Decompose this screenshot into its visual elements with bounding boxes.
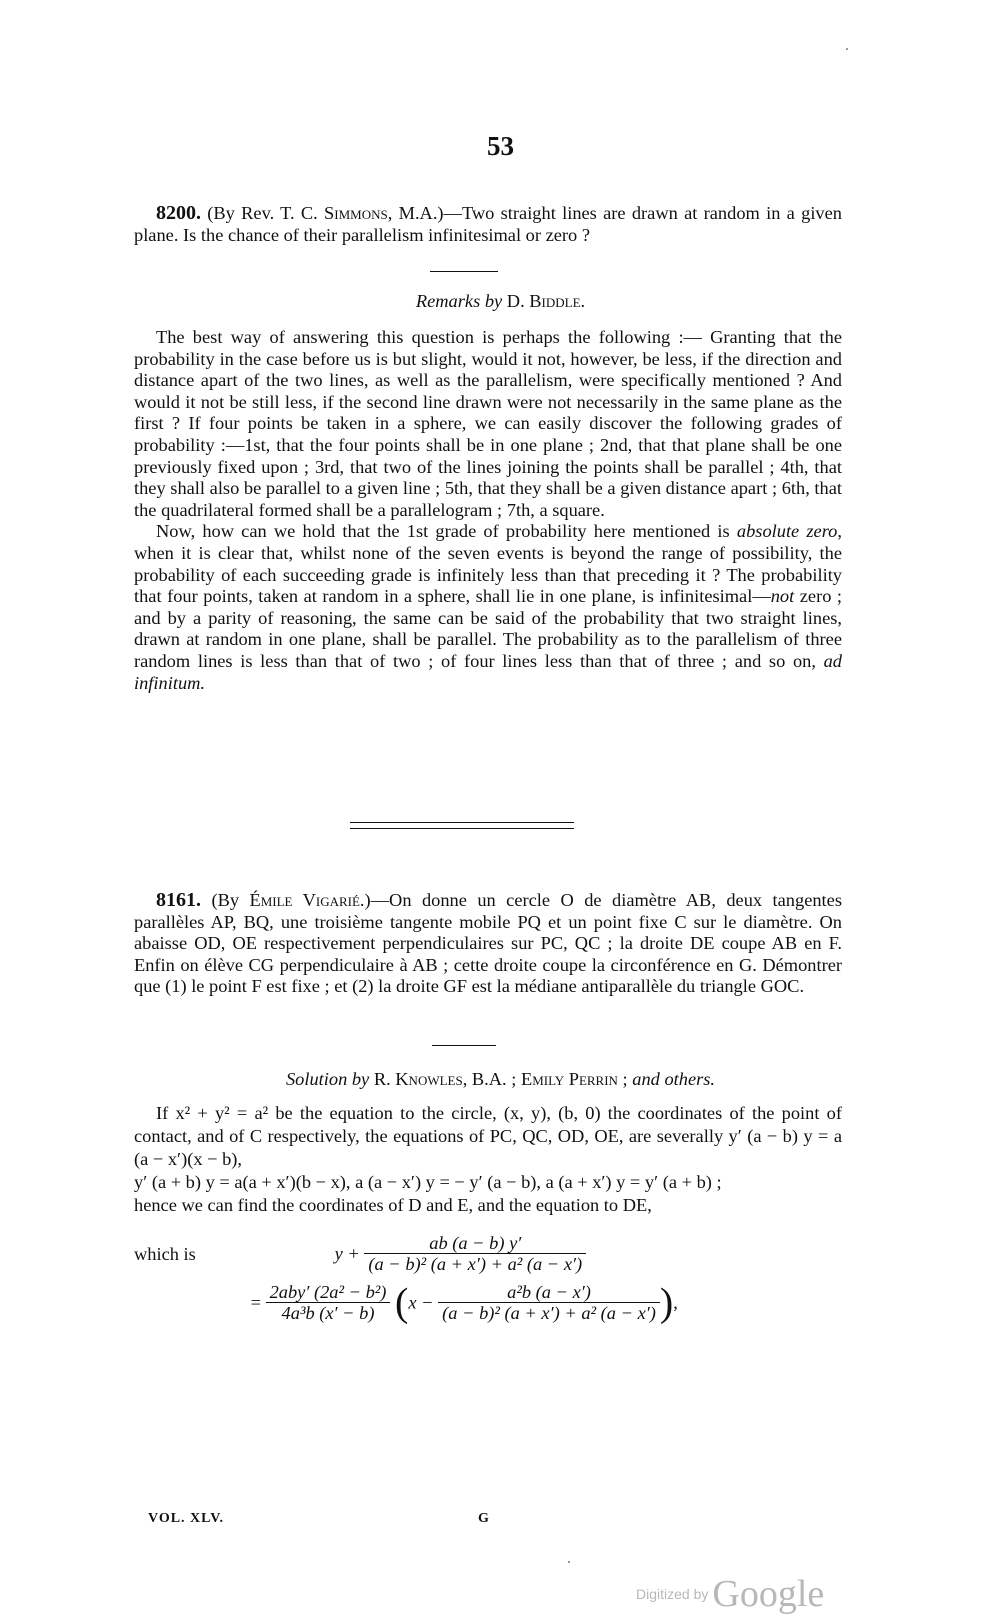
equation-2-inner-denominator: (a − b)² (a + x′) + a² (a − x′) — [442, 1303, 656, 1323]
divider-short — [432, 1045, 496, 1046]
remarks-author-prefix: D. — [502, 291, 530, 311]
remarks-paragraph-1: The best way of answering this question is perhaps the following :— Granting that the probability in the case before us is but slight, would it not, however, be less, if the direction and distance apart of the two lines, as well as the parallelism, were specifically mentioned ? And would it not be still less, if the second line drawn were not necessarily in the same plane as the first ? If four points be taken in a sphere, we can easily discover the following grades of probability :—1st, that the four points shall be in one plane ; 2nd, that that plane shall be one previously fixed upon ; 3rd, that two of the lines joining the points shall be parallel ; 4th, that they shall also be parallel to a given line ; 5th, that they shall be a given distance apart ; 6th, that the quadrilateral formed shall be a parallelogram ; 7th, a square. — [134, 327, 842, 520]
solution-body — [134, 1102, 842, 1217]
remarks-heading — [0, 291, 1001, 312]
equation-2-inner-fraction — [438, 1282, 660, 1323]
question-author: Simmons — [324, 203, 388, 223]
equation-1-lhs: y + — [334, 1243, 360, 1264]
digitized-watermark — [636, 1572, 824, 1616]
divider-double-top — [350, 822, 574, 823]
question-text: , M.A.)—Two straight lines are drawn at random in a given plane. Is the chance of their parallelism infinitesimal or zero ? — [134, 203, 842, 245]
equation-2-denominator: 4a³b (x′ − b) — [281, 1303, 375, 1323]
equation-2-numerator: 2aby′ (2a² − b²) — [266, 1282, 391, 1303]
question-author: Émile Vigarié — [249, 890, 360, 910]
equation-1-numerator: ab (a − b) y′ — [364, 1233, 586, 1254]
volume-label: VOL. XLV. — [148, 1511, 225, 1526]
equation-2-x: x − — [408, 1292, 434, 1313]
solution-separator-1: , B.A. ; — [462, 1069, 521, 1089]
page-number: 53 — [487, 131, 514, 161]
signature-mark: G — [478, 1511, 490, 1526]
solution-author-1: R. Knowles — [369, 1069, 463, 1089]
solution-author-2: Emily Perrin — [520, 1069, 618, 1089]
question-text: .)—On donne un cercle O de diamètre AB, deux tangentes parallèles AP, BQ, une troisième tangente mobile PQ et un point fixe C sur le diamètre. On abaisse OD, OE respectivement perpendiculaires sur PC, QC ; la droite DE coupe AB en F. Enfin on élève CG perpendiculaire à AB ; cette droite coupe la circonférence en G. Démontrer que (1) le point F est fixe ; et (2) la droite GF est la médiane antiparallèle du triangle GOC. — [134, 890, 842, 997]
remarks-author: Biddle. — [529, 291, 586, 311]
equation-2-inner-numerator: a²b (a − x′) — [438, 1282, 660, 1303]
equation-1-fraction — [364, 1233, 586, 1274]
para2-italic-not: not — [770, 586, 795, 607]
right-paren: ) — [659, 1279, 674, 1325]
byline-open: (By Rev. T. C. — [201, 203, 325, 223]
question-8200 — [134, 203, 842, 246]
para2-text-c: zero ; and by a parity of reasoning, the same can be said of the probability that two straight lines, drawn at random in one plane, shall be parallel. The probability as to the parallelism of three random lines is less than that of two ; of four lines less than that of three ; and so on, — [134, 586, 843, 671]
solution-line-3: hence we can find the coordinates of D and E, and the equation to DE, — [134, 1195, 652, 1215]
solution-label: Solution by — [285, 1069, 370, 1089]
equation-2-equals: = — [250, 1292, 261, 1313]
para2-text-a: Now, how can we hold that the 1st grade of probability here mentioned is — [156, 521, 737, 542]
divider-short — [430, 271, 498, 272]
which-is-label: which is — [134, 1243, 196, 1264]
divider-double-bottom — [350, 828, 574, 829]
question-number: 8161. — [156, 889, 201, 911]
equation-1-denominator: (a − b)² (a + x′) + a² (a − x′) — [368, 1254, 583, 1274]
remarks-label: Remarks by — [415, 291, 503, 311]
byline-open: (By — [201, 890, 250, 910]
para2-text-b: , when it is clear that, whilst none of the seven events is beyond the range of possibility, the probability of each succeeding grade is infinitely less than that preceding it ? The probability that four points, taken at random in a sphere, shall lie in one plane, is infinitesimal— — [134, 521, 842, 607]
remarks-paragraph-2 — [134, 521, 842, 694]
solution-others: and others. — [632, 1069, 716, 1089]
para2-italic-absolute-zero: absolute zero — [736, 521, 838, 542]
google-logo: Google — [712, 1573, 825, 1615]
solution-heading — [0, 1069, 1001, 1090]
question-8161 — [134, 890, 842, 998]
remarks-body — [134, 327, 842, 694]
equation-1 — [134, 1233, 842, 1274]
equation-2-end: , — [673, 1292, 678, 1313]
equation-2 — [134, 1279, 842, 1325]
para2-italic-ad-infinitum: ad infinitum. — [134, 650, 842, 693]
solution-line-2: y′ (a + b) y = a(a + x′)(b − x), a (a − x′) y = − y′ (a − b), a (a + x′) y = y′ (a + b) ; — [134, 1172, 722, 1192]
question-number: 8200. — [156, 202, 201, 224]
solution-separator-2: ; — [617, 1069, 633, 1089]
equation-2-fraction — [266, 1282, 391, 1323]
solution-line-1: If x² + y² = a² be the equation to the circle, (x, y), (b, 0) the coordinates of the point of contact, and of C respectively, the equations of PC, QC, OD, OE, are severally y′ (a − b) y = a (a − x′)(x − b), — [134, 1103, 842, 1169]
left-paren: ( — [395, 1279, 409, 1325]
watermark-prefix: Digitized by — [636, 1586, 709, 1602]
